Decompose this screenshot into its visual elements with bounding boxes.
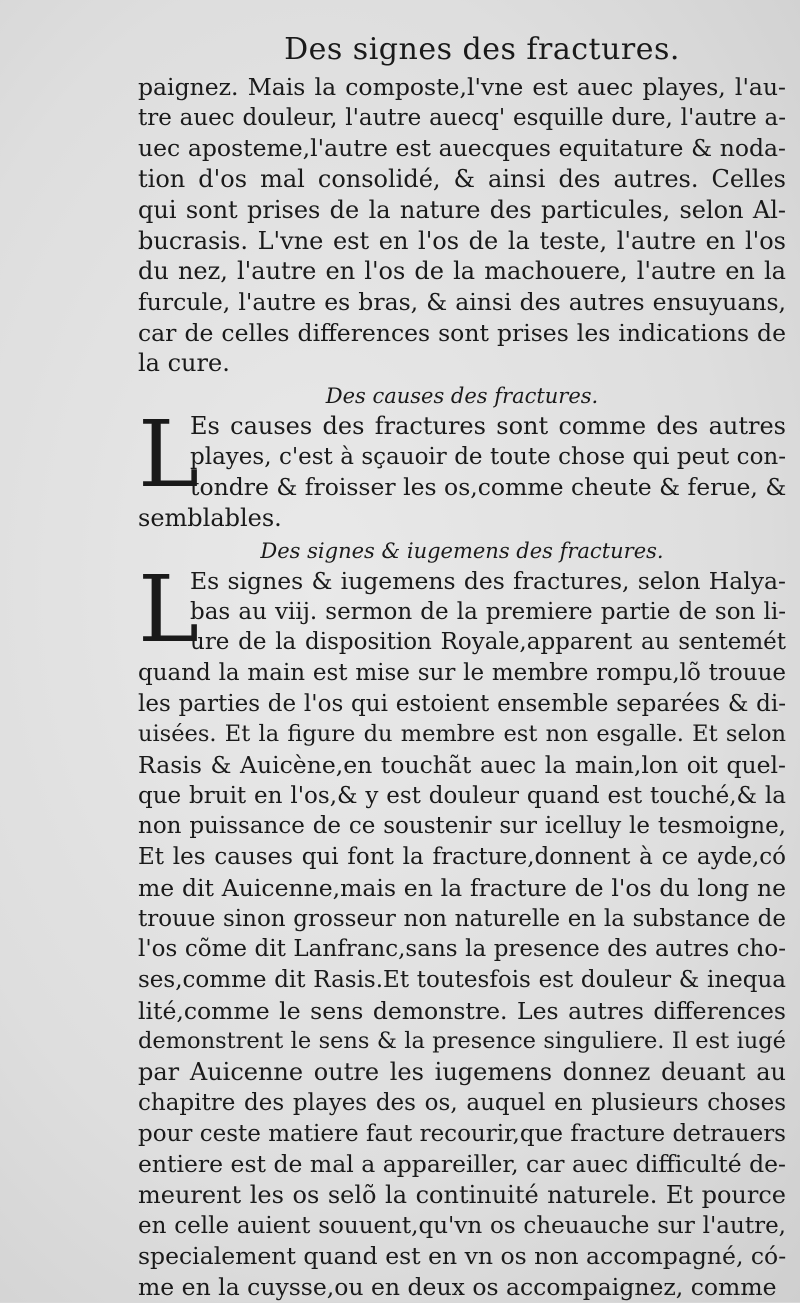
text-line: demonstrent le sens & la presence singuliere. Il est iugé [138, 1028, 786, 1055]
section-heading-signes: Des signes & iugemens des fractures. [260, 538, 664, 563]
intro-paragraph [138, 72, 786, 379]
text-line: me en la cuysse,ou en deux os accompaignez, comme [138, 1273, 777, 1302]
text-line: uisées. Et la figure du membre est non esgalle. Et selon [138, 721, 786, 748]
text-line: tion d'os mal consolidé, & ainsi des autres. Celles [138, 165, 786, 194]
text-line: specialement quand est en vn os non accompagné, có- [138, 1242, 786, 1271]
text-line: par Auicenne outre les iugemens donnez deuant au [138, 1058, 786, 1087]
section-causes-body [138, 401, 786, 534]
section-signes [138, 555, 786, 1303]
text-line: quand la main est mise sur le membre rompu,lõ trouue [138, 659, 786, 686]
text-line: Et les causes qui font la fracture,donnent à ce ayde,có [138, 844, 786, 871]
text-line: la cure. [138, 349, 230, 378]
text-line: l'os cõme dit Lanfranc,sans la presence des autres cho- [138, 936, 786, 963]
text-line: Es signes & iugemens des fractures, selon Halya- [190, 566, 786, 595]
text-line: paignez. Mais la composte,l'vne est auec playes, l'au- [138, 73, 786, 101]
running-head: Des signes des fractures. [284, 32, 680, 67]
text-line: furcule, l'autre es bras, & ainsi des autres ensuyuans, [138, 287, 786, 316]
text-line: tre auec douleur, l'autre auecq' esquille dure, l'autre a- [138, 104, 786, 131]
section-signes-body [138, 555, 786, 1303]
text-line: tondre & froisser les os,comme cheute & ferue, & [190, 473, 786, 502]
text-line: trouue sinon grosseur non naturelle en la substance de [138, 905, 786, 932]
text-line: ses,comme dit Rasis.Et toutesfois est douleur & inequa [138, 966, 786, 993]
text-line: entiere est de mal a appareiller, car auec difficulté de- [138, 1150, 786, 1179]
text-line: les parties de l'os qui estoient ensemble separées & di- [138, 690, 786, 717]
text-line: Rasis & Auicène,en touchãt auec la main,lon oit quel- [138, 751, 786, 780]
text-line: playes, c'est à sçauoir de toute chose qui peut con- [190, 443, 786, 470]
text-line: pour ceste matiere faut recourir,que fracture detrauers [138, 1120, 786, 1147]
text-line: meurent les os selõ la continuité naturele. Et pource [138, 1180, 786, 1209]
dropcap: L [138, 555, 200, 663]
dropcap: L [138, 401, 200, 509]
text-line: semblables. [138, 504, 282, 533]
section-heading-causes: Des causes des fractures. [325, 384, 599, 409]
text-line: non puissance de ce soustenir sur icelluy le tesmoigne, [138, 813, 786, 840]
text-line: du nez, l'autre en l'os de la machouere, l'autre en la [138, 257, 786, 286]
text-line: bucrasis. L'vne est en l'os de la teste, l'autre en l'os [138, 226, 786, 255]
text-line: ure de la disposition Royale,apparent au sentemét [190, 629, 786, 656]
text-line: bas au viij. sermon de la premiere partie de son li- [190, 598, 786, 625]
text-line: Es causes des fractures sont comme des autres [190, 412, 786, 441]
text-line: uec aposteme,l'autre est auecques equitature & noda- [138, 134, 786, 163]
text-line: que bruit en l'os,& y est douleur quand est touché,& la [138, 782, 786, 809]
page-content [138, 28, 786, 1303]
text-line: me dit Auicenne,mais en la fracture de l'os du long ne [138, 873, 786, 902]
text-line: lité,comme le sens demonstre. Les autres differences [138, 996, 786, 1025]
text-line: qui sont prises de la nature des particules, selon Al- [138, 195, 786, 224]
text-line: chapitre des playes des os, auquel en plusieurs choses [138, 1089, 786, 1116]
section-causes [138, 401, 786, 534]
text-line: en celle auient souuent,qu'vn os cheuauche sur l'autre, [138, 1212, 786, 1239]
text-line: car de celles differences sont prises les indications de [138, 318, 786, 347]
